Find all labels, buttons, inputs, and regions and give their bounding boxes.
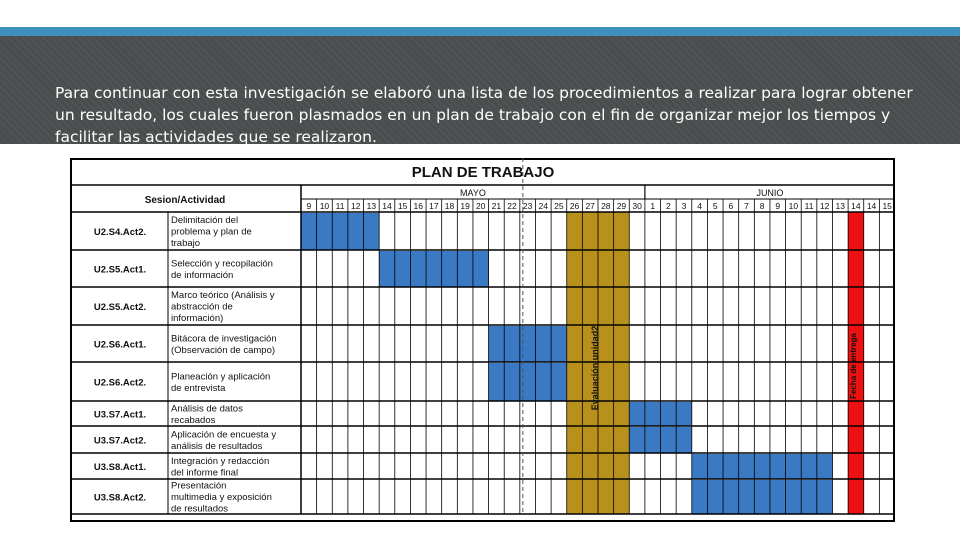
activity-name-line: trabajo bbox=[171, 238, 201, 249]
activity-name-line: de información bbox=[171, 269, 234, 281]
activity-name-line: problema y plan de bbox=[171, 226, 252, 238]
day-label: 22 bbox=[507, 201, 517, 211]
activity-name-line: Integración y redacción bbox=[171, 455, 270, 467]
day-label: 12 bbox=[819, 201, 830, 211]
day-label: 10 bbox=[319, 201, 330, 211]
activity-name-line: de entrevista bbox=[171, 382, 226, 394]
day-label: 7 bbox=[744, 201, 749, 211]
activity-name-line: abstracción de bbox=[171, 301, 233, 313]
day-label: 11 bbox=[804, 201, 814, 211]
day-label: 29 bbox=[616, 201, 627, 211]
session-code: U2.S4.Act2. bbox=[93, 227, 147, 238]
day-label: 15 bbox=[882, 201, 892, 211]
session-code: U3.S8.Act2. bbox=[93, 492, 147, 504]
day-label: 14 bbox=[866, 201, 877, 211]
session-code: U3.S8.Act1. bbox=[93, 462, 147, 473]
activity-name-line: Presentación bbox=[171, 480, 227, 492]
month-label: JUNIO bbox=[756, 188, 784, 198]
day-label: 26 bbox=[569, 201, 580, 211]
activity-bar bbox=[379, 251, 488, 287]
activity-name-line: Análisis de datos bbox=[171, 403, 243, 415]
session-code: U3.S7.Act1. bbox=[93, 409, 147, 421]
day-label: 30 bbox=[632, 201, 642, 211]
activity-bar bbox=[692, 480, 833, 514]
day-label: 4 bbox=[697, 201, 702, 211]
day-label: 3 bbox=[681, 201, 687, 211]
activity-name-line: multimedia y exposición bbox=[171, 492, 272, 503]
day-label: 23 bbox=[522, 201, 533, 211]
day-label: 25 bbox=[554, 201, 564, 211]
day-label: 13 bbox=[835, 201, 846, 211]
day-label: 28 bbox=[601, 201, 611, 211]
activity-name-line: Selección y recopilación bbox=[171, 258, 273, 270]
session-code: U2.S6.Act1. bbox=[93, 339, 147, 351]
activity-name-line: Bitácora de investigación bbox=[171, 333, 277, 345]
day-label: 11 bbox=[335, 201, 345, 211]
day-label: 17 bbox=[429, 201, 439, 211]
day-label: 16 bbox=[413, 201, 423, 211]
day-label: 2 bbox=[665, 201, 671, 211]
milestone-label: Fecha de entrega bbox=[848, 333, 858, 399]
day-label: 5 bbox=[712, 201, 718, 211]
activity-bar bbox=[489, 326, 567, 362]
activity-name-line: Marco teórico (Análisis y bbox=[171, 290, 275, 301]
slide-accent-bar bbox=[0, 27, 960, 36]
activity-bar bbox=[692, 454, 833, 479]
day-label: 12 bbox=[350, 201, 361, 211]
activity-name-line: Delimitación del bbox=[171, 215, 239, 226]
session-code: U2.S5.Act1. bbox=[93, 264, 147, 276]
activity-name-line: Aplicación de encuesta y bbox=[171, 429, 277, 441]
day-label: 1 bbox=[650, 201, 656, 211]
session-code: U2.S5.Act2. bbox=[93, 302, 147, 313]
day-label: 10 bbox=[788, 201, 799, 211]
day-label: 24 bbox=[538, 201, 549, 211]
activity-name-line: Planeación y aplicación bbox=[171, 371, 271, 383]
intro-paragraph: Para continuar con esta investigación se elaboró una lista de los procedimientos a realizar para lograr obtener un resultado, los cuales fueron plasmados en un plan de trabajo con el fin de organizar mejor los tiempos y facilitar las actividades que se realizaron. bbox=[55, 84, 913, 146]
gantt-title: PLAN DE TRABAJO bbox=[411, 164, 555, 181]
day-label: 19 bbox=[460, 201, 470, 211]
day-label: 20 bbox=[476, 201, 486, 211]
day-label: 9 bbox=[775, 201, 781, 211]
session-code: U3.S7.Act2. bbox=[93, 435, 147, 447]
day-label: 14 bbox=[382, 201, 392, 211]
activity-bar bbox=[301, 213, 379, 250]
slide-header-band bbox=[0, 36, 960, 144]
day-label: 27 bbox=[585, 201, 595, 211]
session-code: U2.S6.Act2. bbox=[93, 377, 147, 389]
gantt-chart bbox=[70, 158, 895, 522]
activity-bar bbox=[489, 363, 567, 401]
column-header-session: Sesion/Actividad bbox=[144, 195, 226, 206]
activity-name-line: (Observación de campo) bbox=[171, 344, 276, 356]
day-label: 8 bbox=[759, 201, 765, 211]
activity-name-line: de resultados bbox=[171, 503, 229, 515]
day-label: 14 bbox=[851, 201, 861, 211]
day-label: 15 bbox=[397, 201, 408, 211]
milestone-label: Evaluación unidad2 bbox=[590, 325, 600, 411]
activity-name-line: información) bbox=[171, 313, 224, 324]
activity-name-line: del informe final bbox=[171, 467, 239, 479]
day-label: 6 bbox=[728, 201, 734, 211]
activity-name-line: recabados bbox=[171, 414, 216, 426]
day-label: 13 bbox=[366, 201, 377, 211]
day-label: 9 bbox=[306, 201, 312, 211]
month-label: MAYO bbox=[460, 188, 486, 198]
day-label: 21 bbox=[491, 201, 502, 211]
activity-name-line: análisis de resultados bbox=[171, 440, 263, 452]
day-label: 18 bbox=[444, 201, 455, 211]
